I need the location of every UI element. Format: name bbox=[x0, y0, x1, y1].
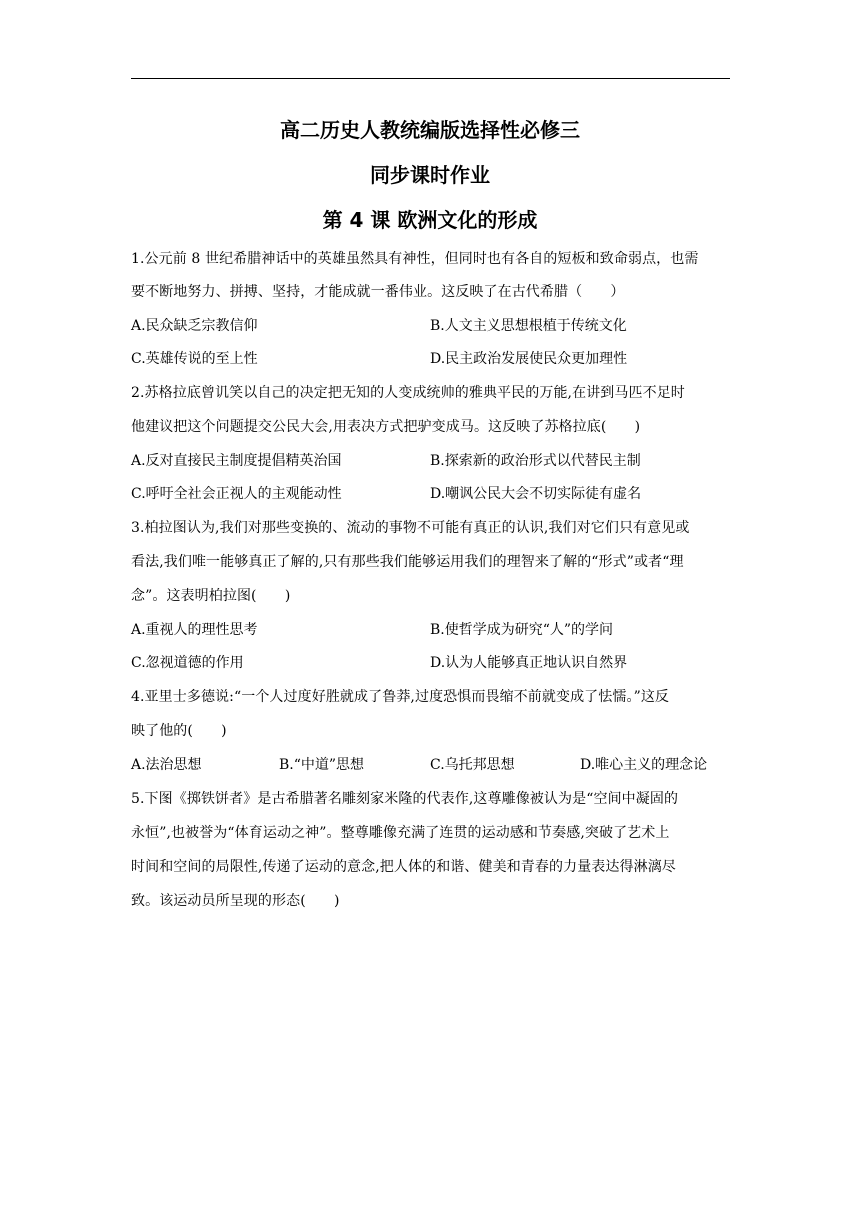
question-4-option-b: B.“中道”思想 bbox=[279, 757, 365, 773]
question-1-option-c: C.英雄传说的至上性 bbox=[131, 351, 258, 367]
question-5-line-1: 5.下图《掷铁饼者》是古希腊著名雕刻家米隆的代表作,这尊雕像被认为是“空间中凝固的 bbox=[131, 791, 679, 807]
question-1-line-2: 要不断地努力、拼搏、坚持，才能成就一番伟业。这反映了在古代希腊（ ） bbox=[131, 284, 625, 300]
question-2-line-2: 他建议把这个问题提交公民大会,用表决方式把驴变成马。这反映了苏格拉底( ) bbox=[131, 419, 641, 435]
question-1-option-a: A.民众缺乏宗教信仰 bbox=[131, 318, 258, 334]
header-rule bbox=[131, 78, 730, 79]
question-5-line-4: 致。该运动员所呈现的形态( ) bbox=[131, 893, 340, 909]
question-4-option-a: A.法治思想 bbox=[131, 757, 202, 773]
question-3-line-3: 念”。这表明柏拉图( ) bbox=[131, 588, 291, 604]
question-3-option-a: A.重视人的理性思考 bbox=[131, 622, 258, 638]
question-2-line-1: 2.苏格拉底曾讥笑以自己的决定把无知的人变成统帅的雅典平民的万能,在讲到马匹不足时 bbox=[131, 385, 685, 401]
question-5-line-3: 时间和空间的局限性,传递了运动的意念,把人体的和谐、健美和青春的力量表达得淋漓尽 bbox=[131, 859, 676, 875]
question-1-line-1: 1.公元前 8 世纪希腊神话中的英雄虽然具有神性，但同时也有各自的短板和致命弱点，也需 bbox=[131, 251, 699, 267]
question-4-option-d: D.唯心主义的理念论 bbox=[580, 757, 708, 773]
question-4-line-1: 4.亚里士多德说:“一个人过度好胜就成了鲁莽,过度恐惧而畏缩不前就变成了怯懦。”这反 bbox=[131, 689, 670, 705]
question-3-option-d: D.认为人能够真正地认识自然界 bbox=[430, 655, 628, 671]
question-2-option-a: A.反对直接民主制度提倡精英治国 bbox=[131, 453, 342, 469]
document-subtitle: 同步课时作业 bbox=[370, 163, 490, 187]
document-title: 高二历史人教统编版选择性必修三 bbox=[280, 118, 580, 142]
question-2-option-d: D.嘲讽公民大会不切实际徒有虚名 bbox=[430, 486, 642, 502]
question-2-option-c: C.呼吁全社会正视人的主观能动性 bbox=[131, 486, 342, 502]
question-3-option-b: B.使哲学成为研究“人”的学问 bbox=[430, 622, 614, 638]
question-3-line-1: 3.柏拉图认为,我们对那些变换的、流动的事物不可能有真正的认识,我们对它们只有意见或 bbox=[131, 520, 690, 536]
question-3-option-c: C.忽视道德的作用 bbox=[131, 655, 244, 671]
question-5-line-2: 永恒”,也被誉为“体育运动之神”。整尊雕像充满了连贯的运动感和节奏感,突破了艺术上 bbox=[131, 825, 670, 841]
question-1-option-b: B.人文主义思想根植于传统文化 bbox=[430, 318, 627, 334]
question-3-line-2: 看法,我们唯一能够真正了解的,只有那些我们能够运用我们的理智来了解的“形式”或者“理 bbox=[131, 554, 684, 570]
question-1-option-d: D.民主政治发展使民众更加理性 bbox=[430, 351, 628, 367]
question-2-option-b: B.探索新的政治形式以代替民主制 bbox=[430, 453, 641, 469]
question-4-line-2: 映了他的( ) bbox=[131, 723, 227, 739]
question-4-option-c: C.乌托邦思想 bbox=[430, 757, 515, 773]
lesson-title: 第 4 课 欧洲文化的形成 bbox=[322, 208, 538, 232]
